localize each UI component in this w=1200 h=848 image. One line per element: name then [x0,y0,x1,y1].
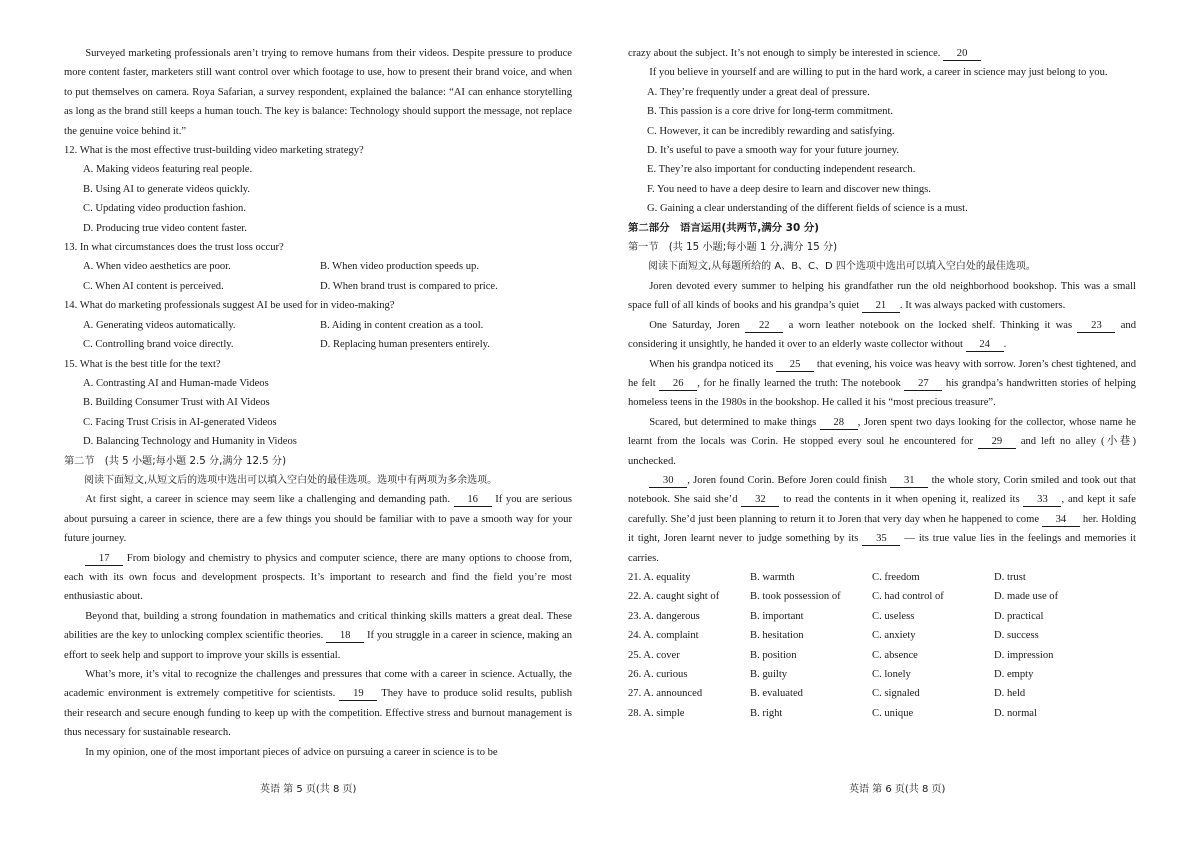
right-column [628,44,1136,723]
question-12 [64,141,572,238]
option-c: C. had control of [872,591,944,603]
blank-30[interactable]: 30 [649,474,687,488]
cloze-paragraph: When his grandpa noticed its 25 that evening, his voice was heavy with sorrow. Joren’s chest tightened, and he felt 26 , for he finally learned the truth: The notebook 27 his grandpa’s handwritten stories of helping homeless teens in the 1980s in the bookshop. He called it his “most precious treasure”. [628,358,1137,409]
option-e: E. They’re also important for conducting independent research. [647,164,916,176]
option-d: D. normal [994,707,1037,719]
page-footer-left: 英语 第 5 页(共 8 页) [260,784,357,795]
cloze-paragraph: Joren devoted every summer to helping his grandfather run the old neighborhood bookshop. This was a small space full of all kinds of books and his grandpa’s quiet 21 . It was always packed with customers. [628,280,1136,312]
option-d: D. held [994,688,1026,700]
option-a: 26. A. curious [628,669,688,680]
option-row [64,335,572,354]
option-c: C. When AI content is perceived. [83,280,224,292]
option-a: 28. A. simple [628,707,685,719]
page-footer-right: 英语 第 6 页(共 8 页) [849,784,946,795]
blank-17[interactable]: 17 [85,552,123,566]
option-b: B. took possession of [750,591,841,603]
cloze-option-row [628,626,1136,645]
option-row [64,316,572,335]
option-d: D. Producing true video content faster. [83,222,247,234]
blank-20[interactable]: 20 [943,47,981,61]
cloze-paragraph: Scared, but determined to make things 28 , Joren spent two days looking for the collector, whose name he learnt from the locals was Corin. He stopped every soul he encountered for 29 and left no alley (小巷) unchecked. [628,416,1136,467]
option-row [64,257,572,276]
blank-31[interactable]: 31 [890,474,928,488]
blank-24[interactable]: 24 [966,338,1004,352]
option-b: B. guilty [750,669,788,680]
question-stem: 14. What do marketing professionals suggest AI be used for in video-making? [64,300,395,312]
section-2-heading: 第二节 (共 5 小题;每小题 2.5 分,满分 12.5 分) [64,455,287,467]
option-c: C. signaled [872,688,920,700]
option-b: B. position [750,649,797,661]
section-2-instruction: 阅读下面短文,从短文后的选项中选出可以填入空白处的最佳选项。选项中有两项为多余选项。 [84,474,498,486]
passage-paragraph: In my opinion, one of the most important pieces of advice on pursuing a career in science is to be [85,746,498,758]
passage-paragraph: At first sight, a career in science may seem like a challenging and demanding path. 16 If you are serious about pursuing a career in science, there are a few things you should be familiar with to pave a smooth way for your future journey. [64,494,572,545]
option-b: B. Aiding in content creation as a tool. [320,319,484,331]
blank-23[interactable]: 23 [1077,319,1115,333]
option-d: D. trust [994,571,1026,583]
cloze-options-table [628,568,1136,723]
cloze-paragraph: One Saturday, Joren 22 a worn leather notebook on the locked shelf. Thinking it was 23 and considering it unsightly, he handed it over to an elderly waste collector without 24 . [628,319,1137,351]
blank-27[interactable]: 27 [904,377,942,391]
cloze-option-row [628,704,1136,723]
blank-25[interactable]: 25 [776,358,814,372]
option-d: D. practical [994,610,1044,622]
option-a: 24. A. complaint [628,630,699,642]
passage-paragraph: What’s more, it’s vital to recognize the challenges and pressures that come with a career in science. Actually, the academic environment is extremely competitive for scientists. 19 They have to produce solid results, publish their research and secure enough funding to keep up with the competition. Effective stress and burnout management is thus necessary for sustainable research. [64,669,572,739]
question-13 [64,238,572,296]
option-c: C. However, it can be incredibly rewarding and satisfying. [647,125,895,137]
option-d: D. empty [994,669,1034,680]
part-2-heading: 第二部分 语言运用(共两节,满分 30 分) [628,221,819,234]
blank-33[interactable]: 33 [1023,493,1061,507]
section-1-instruction: 阅读下面短文,从每题所给的 A、B、C、D 四个选项中选出可以填入空白处的最佳选项。 [648,261,1036,273]
blank-34[interactable]: 34 [1042,513,1080,527]
blank-16[interactable]: 16 [454,493,492,507]
option-c: C. freedom [872,571,920,583]
option-c: C. absence [872,649,918,661]
blank-19[interactable]: 19 [339,687,377,701]
question-stem: 12. What is the most effective trust-building video marketing strategy? [64,145,364,157]
blank-22[interactable]: 22 [745,319,783,333]
option-a: 25. A. cover [628,649,680,661]
cloze-option-row [628,684,1136,703]
cloze-option-row [628,568,1136,587]
option-row [64,277,572,296]
option-a: A. When video aesthetics are poor. [83,261,231,273]
option-d: D. impression [994,649,1054,661]
passage-paragraph: 17 From biology and chemistry to physics and computer science, there are many options to choose from, each with its own focus and development prospects. It’s important to research and find the field you’re most enthusiastic about. [64,552,572,603]
option-c: C. anxiety [872,630,916,642]
section-1-heading: 第一节 (共 15 小题;每小题 1 分,满分 15 分) [628,242,838,254]
blank-35[interactable]: 35 [862,532,900,546]
option-b: B. Using AI to generate videos quickly. [83,183,251,195]
cloze-option-row [628,665,1136,684]
question-stem: 15. What is the best title for the text? [64,358,221,370]
option-c: C. useless [872,610,915,622]
option-a: 27. A. announced [628,688,703,700]
option-b: B. warmth [750,571,795,583]
question-14 [64,296,572,354]
option-a: 23. A. dangerous [628,610,700,622]
option-b: B. important [750,610,804,622]
cloze-option-row [628,607,1136,626]
option-d: D. made use of [994,591,1059,603]
option-b: B. evaluated [750,688,803,700]
cloze-option-row [628,646,1136,665]
passage-paragraph: Beyond that, building a strong foundation in mathematics and critical thinking skills matters a great deal. These abilities are the key to unlocking complex scientific theories. 18 If you struggle in a career in science, making an effort to seek help and support to improve your skills is essential. [64,610,573,661]
blank-18[interactable]: 18 [326,629,364,643]
blank-28[interactable]: 28 [820,416,858,430]
option-g: G. Gaining a clear understanding of the different fields of science is a must. [647,203,968,215]
option-a: 21. A. equality [628,571,691,583]
option-d: D. success [994,630,1039,642]
blank-21[interactable]: 21 [862,299,900,313]
option-a: 22. A. caught sight of [628,591,720,603]
option-c: C. lonely [872,669,911,680]
option-c: C. Controlling brand voice directly. [83,339,234,351]
option-f: F. You need to have a deep desire to learn and discover new things. [647,183,931,195]
question-stem: 13. In what circumstances does the trust loss occur? [64,242,284,254]
option-a: A. Contrasting AI and Human-made Videos [83,377,269,389]
option-a: A. Generating videos automatically. [83,319,236,331]
option-a: A. Making videos featuring real people. [83,164,253,176]
option-d: D. Replacing human presenters entirely. [320,339,490,351]
cloze-option-row [628,587,1136,606]
blank-32[interactable]: 32 [741,493,779,507]
option-a: A. They’re frequently under a great deal of pressure. [647,86,870,98]
option-d: D. It’s useful to pave a smooth way for your future journey. [647,145,900,157]
option-c: C. Updating video production fashion. [83,203,247,215]
option-d: D. When brand trust is compared to price. [320,280,498,292]
intro-paragraph: Surveyed marketing professionals aren’t trying to remove humans from their videos. Despite pressure to produce more content faster, marketers still want control over which footage to use, how to present their brand voice, and when to put themselves on camera. Roya Safarian, a survey respondent, explained the balance: “AI can enhance storytelling as long as the brand still keeps a human touch. The key is balance: Technology should support the message, not replace the genuine voice behind it.” [64,48,572,137]
blank-26[interactable]: 26 [659,377,697,391]
option-b: B. Building Consumer Trust with AI Videos [83,397,270,409]
option-b: B. right [750,707,783,719]
option-c: C. Facing Trust Crisis in AI-generated Videos [83,416,277,428]
seven-options [628,83,1136,219]
option-d: D. Balancing Technology and Humanity in Videos [83,436,297,448]
left-column [64,44,572,762]
option-c: C. unique [872,707,914,719]
option-b: B. This passion is a core drive for long-term commitment. [647,106,894,118]
passage-paragraph: If you believe in yourself and are willing to put in the hard work, a career in science may just belong to you. [649,67,1108,79]
cloze-paragraph: 30 , Joren found Corin. Before Joren could finish 31 the whole story, Corin smiled and took out that notebook. She said she’d 32 to read the contents in it when opening it, realized its 33 , and kept it safe carefully. She’d just been planning to return it to Joren that very day when he happened to come 34 her. Holding it tight, Joren learnt never to judge something by its 35 — its true value lies in the feelings and memories it carries. [628,474,1137,564]
passage-paragraph: crazy about the subject. It’s not enough to simply be interested in science. 20 [628,44,1136,63]
blank-29[interactable]: 29 [978,435,1016,449]
option-b: B. hesitation [750,630,804,642]
option-b: B. When video production speeds up. [320,261,479,273]
question-15 [64,355,572,452]
